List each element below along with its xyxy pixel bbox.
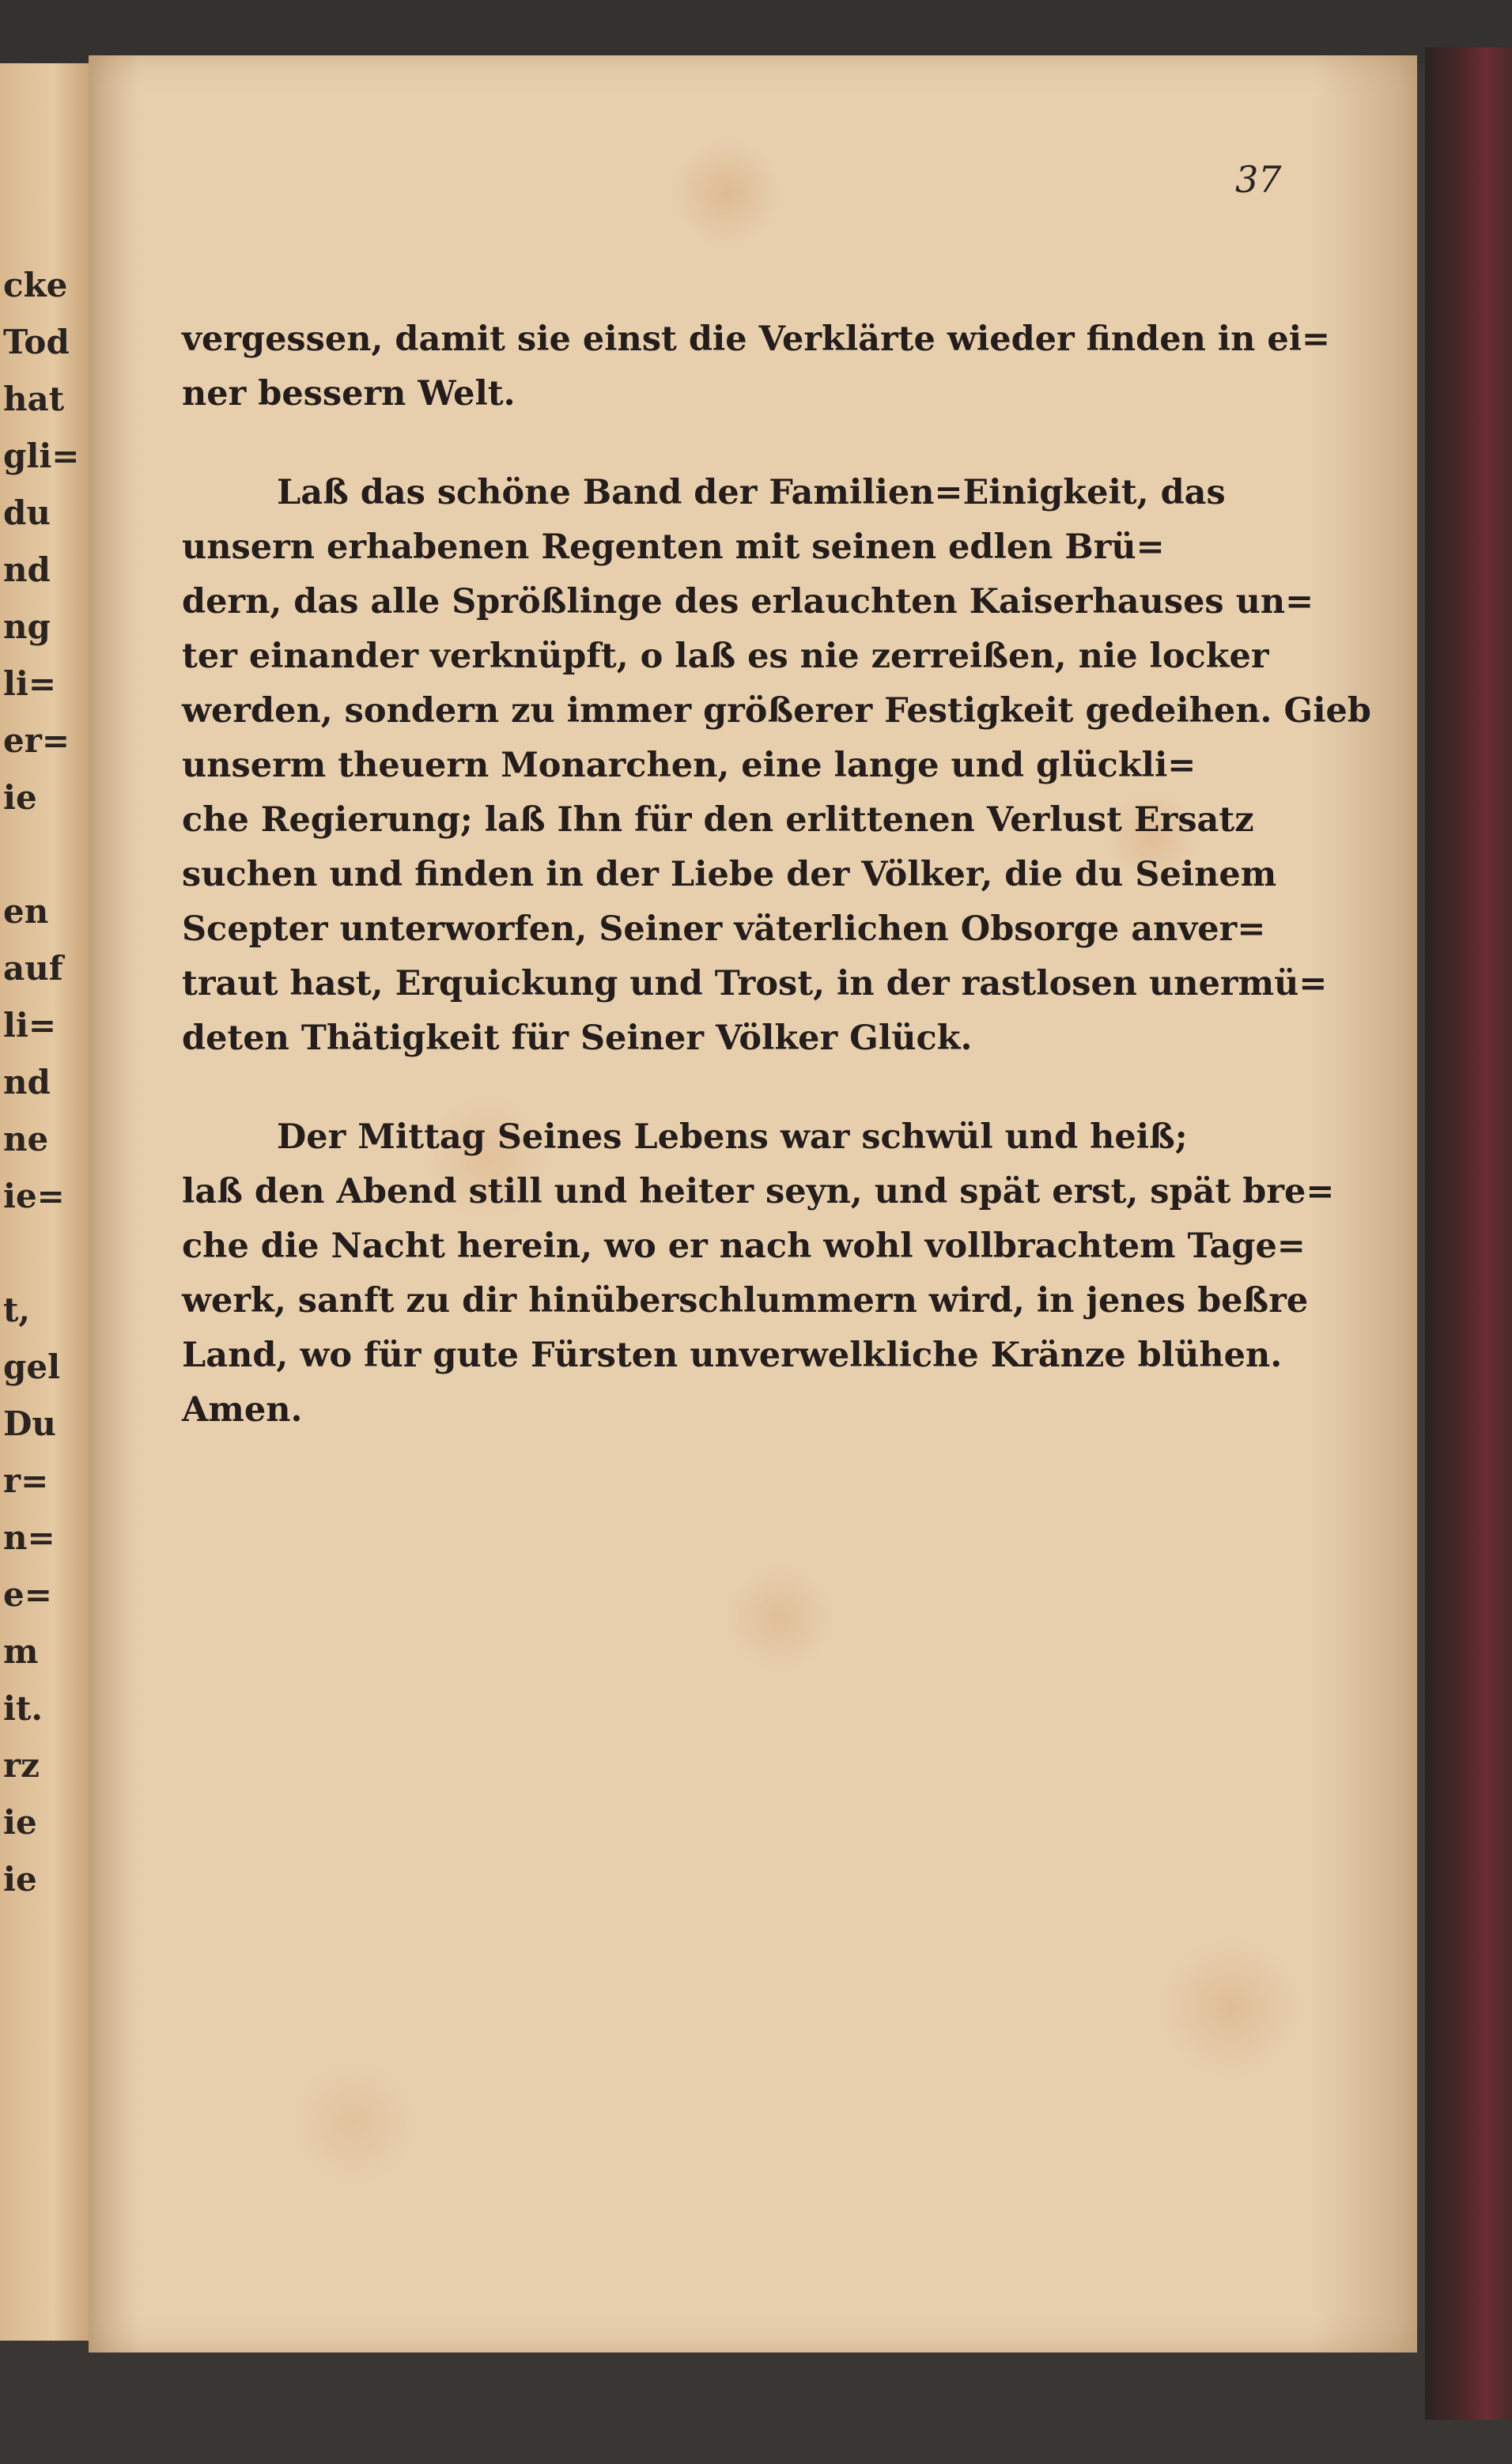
- text-line: suchen und finden in der Liebe der Völker, die du Seinem: [182, 855, 1277, 894]
- paragraph-3: [182, 1110, 1368, 1438]
- facing-page-fragment: er=: [3, 721, 70, 760]
- facing-page-fragment: t,: [3, 1291, 31, 1329]
- facing-page-fragment: ne: [3, 1120, 49, 1158]
- facing-page-fragment: it.: [3, 1689, 43, 1728]
- facing-page-fragment: ie=: [3, 1177, 65, 1215]
- text-line: deten Thätigkeit für Seiner Völker Glück.: [182, 1018, 973, 1058]
- text-line: werden, sondern zu immer größerer Festigkeit gedeihen. Gieb: [182, 691, 1371, 731]
- text-line: Der Mittag Seines Lebens war schwül und heiß;: [277, 1117, 1188, 1157]
- page-number: 37: [1235, 158, 1282, 201]
- facing-page-fragment: Tod: [3, 323, 70, 361]
- text-line: dern, das alle Sprößlinge des erlauchten Kaiserhauses un=: [182, 582, 1314, 622]
- facing-page-fragment: ie: [3, 1803, 37, 1842]
- facing-page-fragment: ie: [3, 778, 37, 817]
- facing-page-fragment: gli=: [3, 436, 80, 475]
- facing-page-fragment: r=: [3, 1461, 49, 1500]
- facing-page-fragment: cke: [3, 266, 68, 304]
- text-line: traut hast, Erquickung und Trost, in der rastlosen unermü=: [182, 964, 1328, 1003]
- facing-page-fragment: ng: [3, 607, 51, 646]
- facing-page-fragment: e=: [3, 1575, 52, 1614]
- text-line: Scepter unterworfen, Seiner väterlichen Obsorge anver=: [182, 909, 1266, 949]
- facing-page-fragment: li=: [3, 664, 57, 703]
- text-line: vergessen, damit sie einst die Verklärte wieder finden in ei=: [182, 319, 1331, 359]
- facing-page-fragment: ie: [3, 1860, 37, 1899]
- scan-background-top: [0, 0, 1512, 63]
- text-line: laß den Abend still und heiter seyn, und spät erst, spät bre=: [182, 1172, 1335, 1211]
- facing-page-fragment: n=: [3, 1518, 55, 1557]
- facing-page-fragment: du: [3, 493, 51, 532]
- facing-page-fragment: m: [3, 1632, 39, 1671]
- text-line: ner bessern Welt.: [182, 374, 516, 414]
- text-line: Amen.: [182, 1390, 303, 1430]
- text-line: Land, wo für gute Fürsten unverwelkliche Kränze blühen.: [182, 1336, 1283, 1375]
- text-line: che Regierung; laß Ihn für den erlittenen Verlust Ersatz: [182, 800, 1254, 840]
- book-cover-edge: [1425, 47, 1512, 2420]
- page-text: [182, 312, 1371, 1438]
- facing-page-fragment: en: [3, 892, 49, 931]
- facing-page-edge: [0, 63, 89, 2341]
- facing-page-fragment: gel: [3, 1347, 61, 1386]
- facing-page-fragment: li=: [3, 1006, 57, 1045]
- text-line: che die Nacht herein, wo er nach wohl vollbrachtem Tage=: [182, 1226, 1306, 1266]
- text-line: unserm theuern Monarchen, eine lange und glückli=: [182, 746, 1196, 785]
- facing-page-fragment: hat: [3, 380, 65, 418]
- facing-page-fragment: rz: [3, 1746, 40, 1785]
- text-line: Laß das schöne Band der Familien=Einigkeit, das: [277, 473, 1226, 512]
- book-page: [89, 55, 1417, 2353]
- facing-page-fragment: auf: [3, 949, 63, 988]
- text-line: ter einander verknüpft, o laß es nie zerreißen, nie locker: [182, 637, 1269, 676]
- paragraph-2: [182, 466, 1371, 1066]
- text-line: werk, sanft zu dir hinüberschlummern wird, in jenes beßre: [182, 1281, 1309, 1321]
- paragraph-1: [182, 312, 1368, 421]
- facing-page-fragment: nd: [3, 1063, 51, 1102]
- text-line: unsern erhabenen Regenten mit seinen edlen Brü=: [182, 527, 1165, 567]
- facing-page-fragment: nd: [3, 550, 51, 589]
- facing-page-fragment: Du: [3, 1404, 56, 1443]
